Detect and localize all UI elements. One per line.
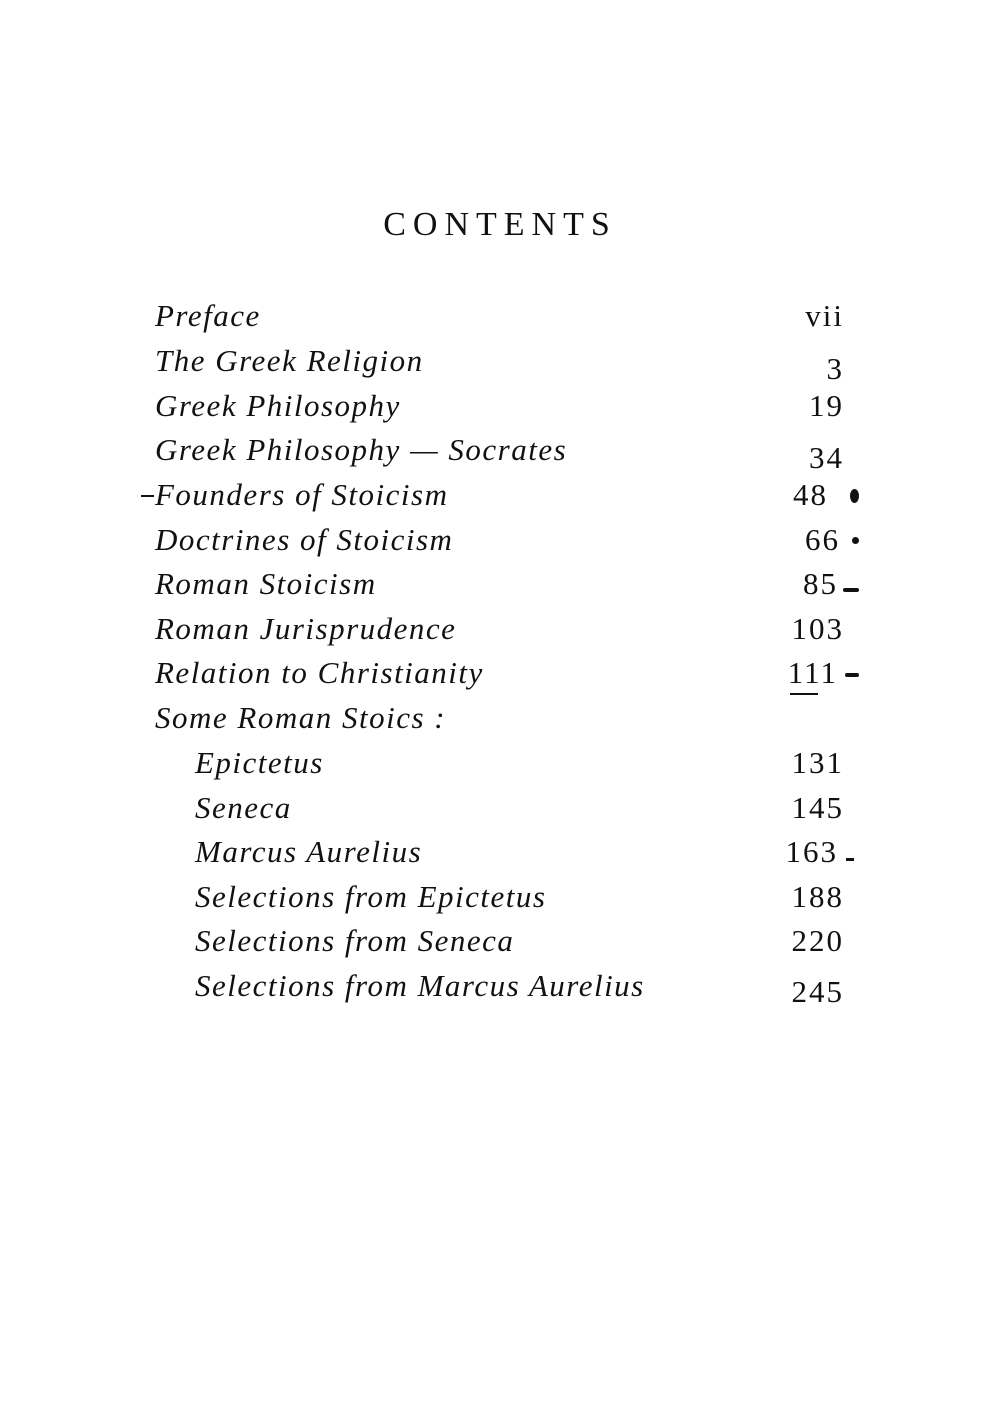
toc-entry-title: The Greek Religion bbox=[155, 343, 424, 378]
toc-entry-page: 111 bbox=[787, 655, 838, 690]
toc-entry-page: 34 bbox=[809, 440, 844, 475]
toc-entry-page: 188 bbox=[791, 879, 844, 914]
toc-entry-page: 19 bbox=[809, 388, 844, 423]
toc-entry-title: Greek Philosophy bbox=[155, 388, 401, 423]
toc-entry-title: Roman Jurisprudence bbox=[155, 611, 457, 646]
toc-entry bbox=[0, 566, 1000, 610]
toc-entry-title: Marcus Aurelius bbox=[195, 834, 423, 869]
toc-entry-title: Selections from Marcus Aurelius bbox=[195, 968, 645, 1003]
toc-entry bbox=[0, 388, 1000, 432]
ink-dot-mark bbox=[850, 489, 859, 503]
toc-entry-page: vii bbox=[805, 298, 844, 333]
toc-entry bbox=[0, 477, 1000, 521]
toc-entry bbox=[0, 745, 1000, 789]
toc-entry-title: Greek Philosophy — Socrates bbox=[155, 432, 568, 467]
toc-entry-title: Selections from Epictetus bbox=[195, 879, 547, 914]
toc-entry-page: 85 bbox=[803, 566, 838, 601]
toc-entry-page: 220 bbox=[791, 923, 844, 958]
toc-entry bbox=[0, 298, 1000, 342]
toc-entry-title: Some Roman Stoics : bbox=[155, 700, 447, 735]
ink-dash-mark bbox=[843, 588, 859, 592]
toc-entry-page: 163 bbox=[785, 834, 838, 869]
toc-entry-page: 48 bbox=[793, 477, 828, 512]
pencil-margin-mark bbox=[141, 495, 154, 497]
toc-entry-title: Selections from Seneca bbox=[195, 923, 515, 958]
toc-entry bbox=[0, 522, 1000, 566]
toc-entry-page: 245 bbox=[791, 974, 844, 1009]
toc-entry bbox=[0, 834, 1000, 878]
toc-entry-title: Doctrines of Stoicism bbox=[155, 522, 454, 557]
toc-entry-title: Relation to Christianity bbox=[155, 655, 484, 690]
toc-entry-page: 131 bbox=[791, 745, 844, 780]
pencil-underline-mark bbox=[790, 693, 818, 695]
toc-entry-title: Epictetus bbox=[195, 745, 324, 780]
toc-entry bbox=[0, 432, 1000, 476]
toc-entry-page: 103 bbox=[791, 611, 844, 646]
toc-entry bbox=[0, 790, 1000, 834]
pencil-dash-mark bbox=[846, 858, 854, 861]
page-title: CONTENTS bbox=[383, 206, 617, 243]
toc-entry bbox=[0, 968, 1000, 1012]
ink-dash-mark bbox=[845, 673, 859, 677]
toc-entry bbox=[0, 923, 1000, 967]
ink-dot-mark bbox=[852, 537, 859, 544]
toc-entry-page: 3 bbox=[826, 351, 844, 386]
toc-entry-title: Seneca bbox=[195, 790, 292, 825]
toc-entry-title: Preface bbox=[155, 298, 261, 333]
toc-entry-page: 145 bbox=[791, 790, 844, 825]
toc-entry-page: 66 bbox=[805, 522, 840, 557]
toc-entry-title: Roman Stoicism bbox=[155, 566, 377, 601]
toc-entry bbox=[0, 343, 1000, 387]
toc-entry bbox=[0, 655, 1000, 699]
toc-entry bbox=[0, 611, 1000, 655]
toc-entry-title: Founders of Stoicism bbox=[155, 477, 449, 512]
toc-entry bbox=[0, 879, 1000, 923]
toc-entry bbox=[0, 700, 1000, 744]
